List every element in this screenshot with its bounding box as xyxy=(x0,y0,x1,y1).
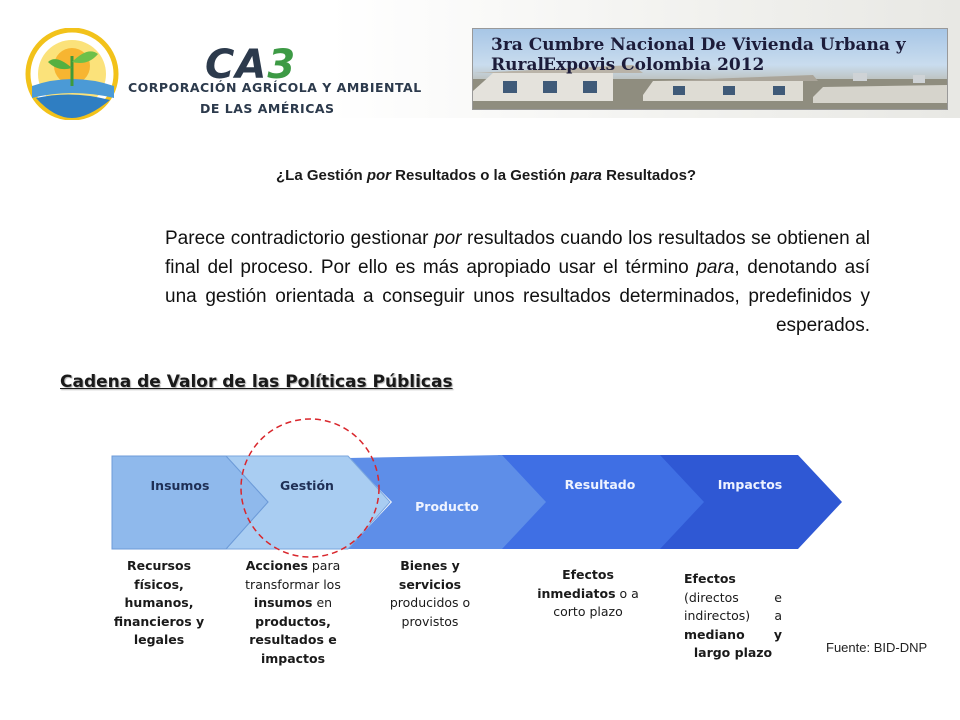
org-acronym: CA3 xyxy=(205,42,297,88)
value-chain-diagram xyxy=(100,418,860,563)
desc-producto: Bienes y servicios producidos o provistos xyxy=(389,558,471,629)
chevron-label-gestion: Gestión xyxy=(280,478,334,493)
org-name-line2: DE LAS AMÉRICAS xyxy=(200,101,335,116)
ca3-sun-leaf-logo xyxy=(18,28,126,120)
explanation-paragraph: Parece contradictorio gestionar por resultados cuando los resultados se obtienen al final del proceso. Por ello es más apropiado usar el término para, denotando así una gestión orientada a conseguir unos resultados determinados, predefinidos y esperados. xyxy=(165,228,871,336)
desc-insumos: Recursos físicos, humanos, financieros y legales xyxy=(113,558,205,647)
desc-gestion: Acciones para transformar los insumos en productos, resultados e impactos xyxy=(245,558,341,666)
event-banner xyxy=(472,28,948,110)
value-chain-title: Cadena de Valor de las Políticas Públicas xyxy=(60,372,453,392)
banner-title: 3ra Cumbre Nacional De Vivienda Urbana y Rural xyxy=(491,35,906,75)
chevron-label-insumos: Insumos xyxy=(150,478,210,493)
desc-resultado: Efectos inmediatos o a corto plazo xyxy=(537,567,639,619)
desc-impactos: Efectos (directos e indirectos) a mediano y largo plazo xyxy=(684,571,782,660)
question-heading: ¿La Gestión por Resultados o la Gestión para Resultados? xyxy=(276,167,697,184)
chevron-label-impactos: Impactos xyxy=(717,477,783,492)
org-name-line1: CORPORACIÓN AGRÍCOLA Y AMBIENTAL xyxy=(128,80,422,95)
chevron-label-producto: Producto xyxy=(415,499,479,514)
source-note: Fuente: BID-DNP xyxy=(826,640,928,655)
header-bar xyxy=(0,0,960,118)
banner-subtitle: Expovis Colombia 2012 xyxy=(543,55,765,75)
chevron-label-resultado: Resultado xyxy=(564,477,636,492)
